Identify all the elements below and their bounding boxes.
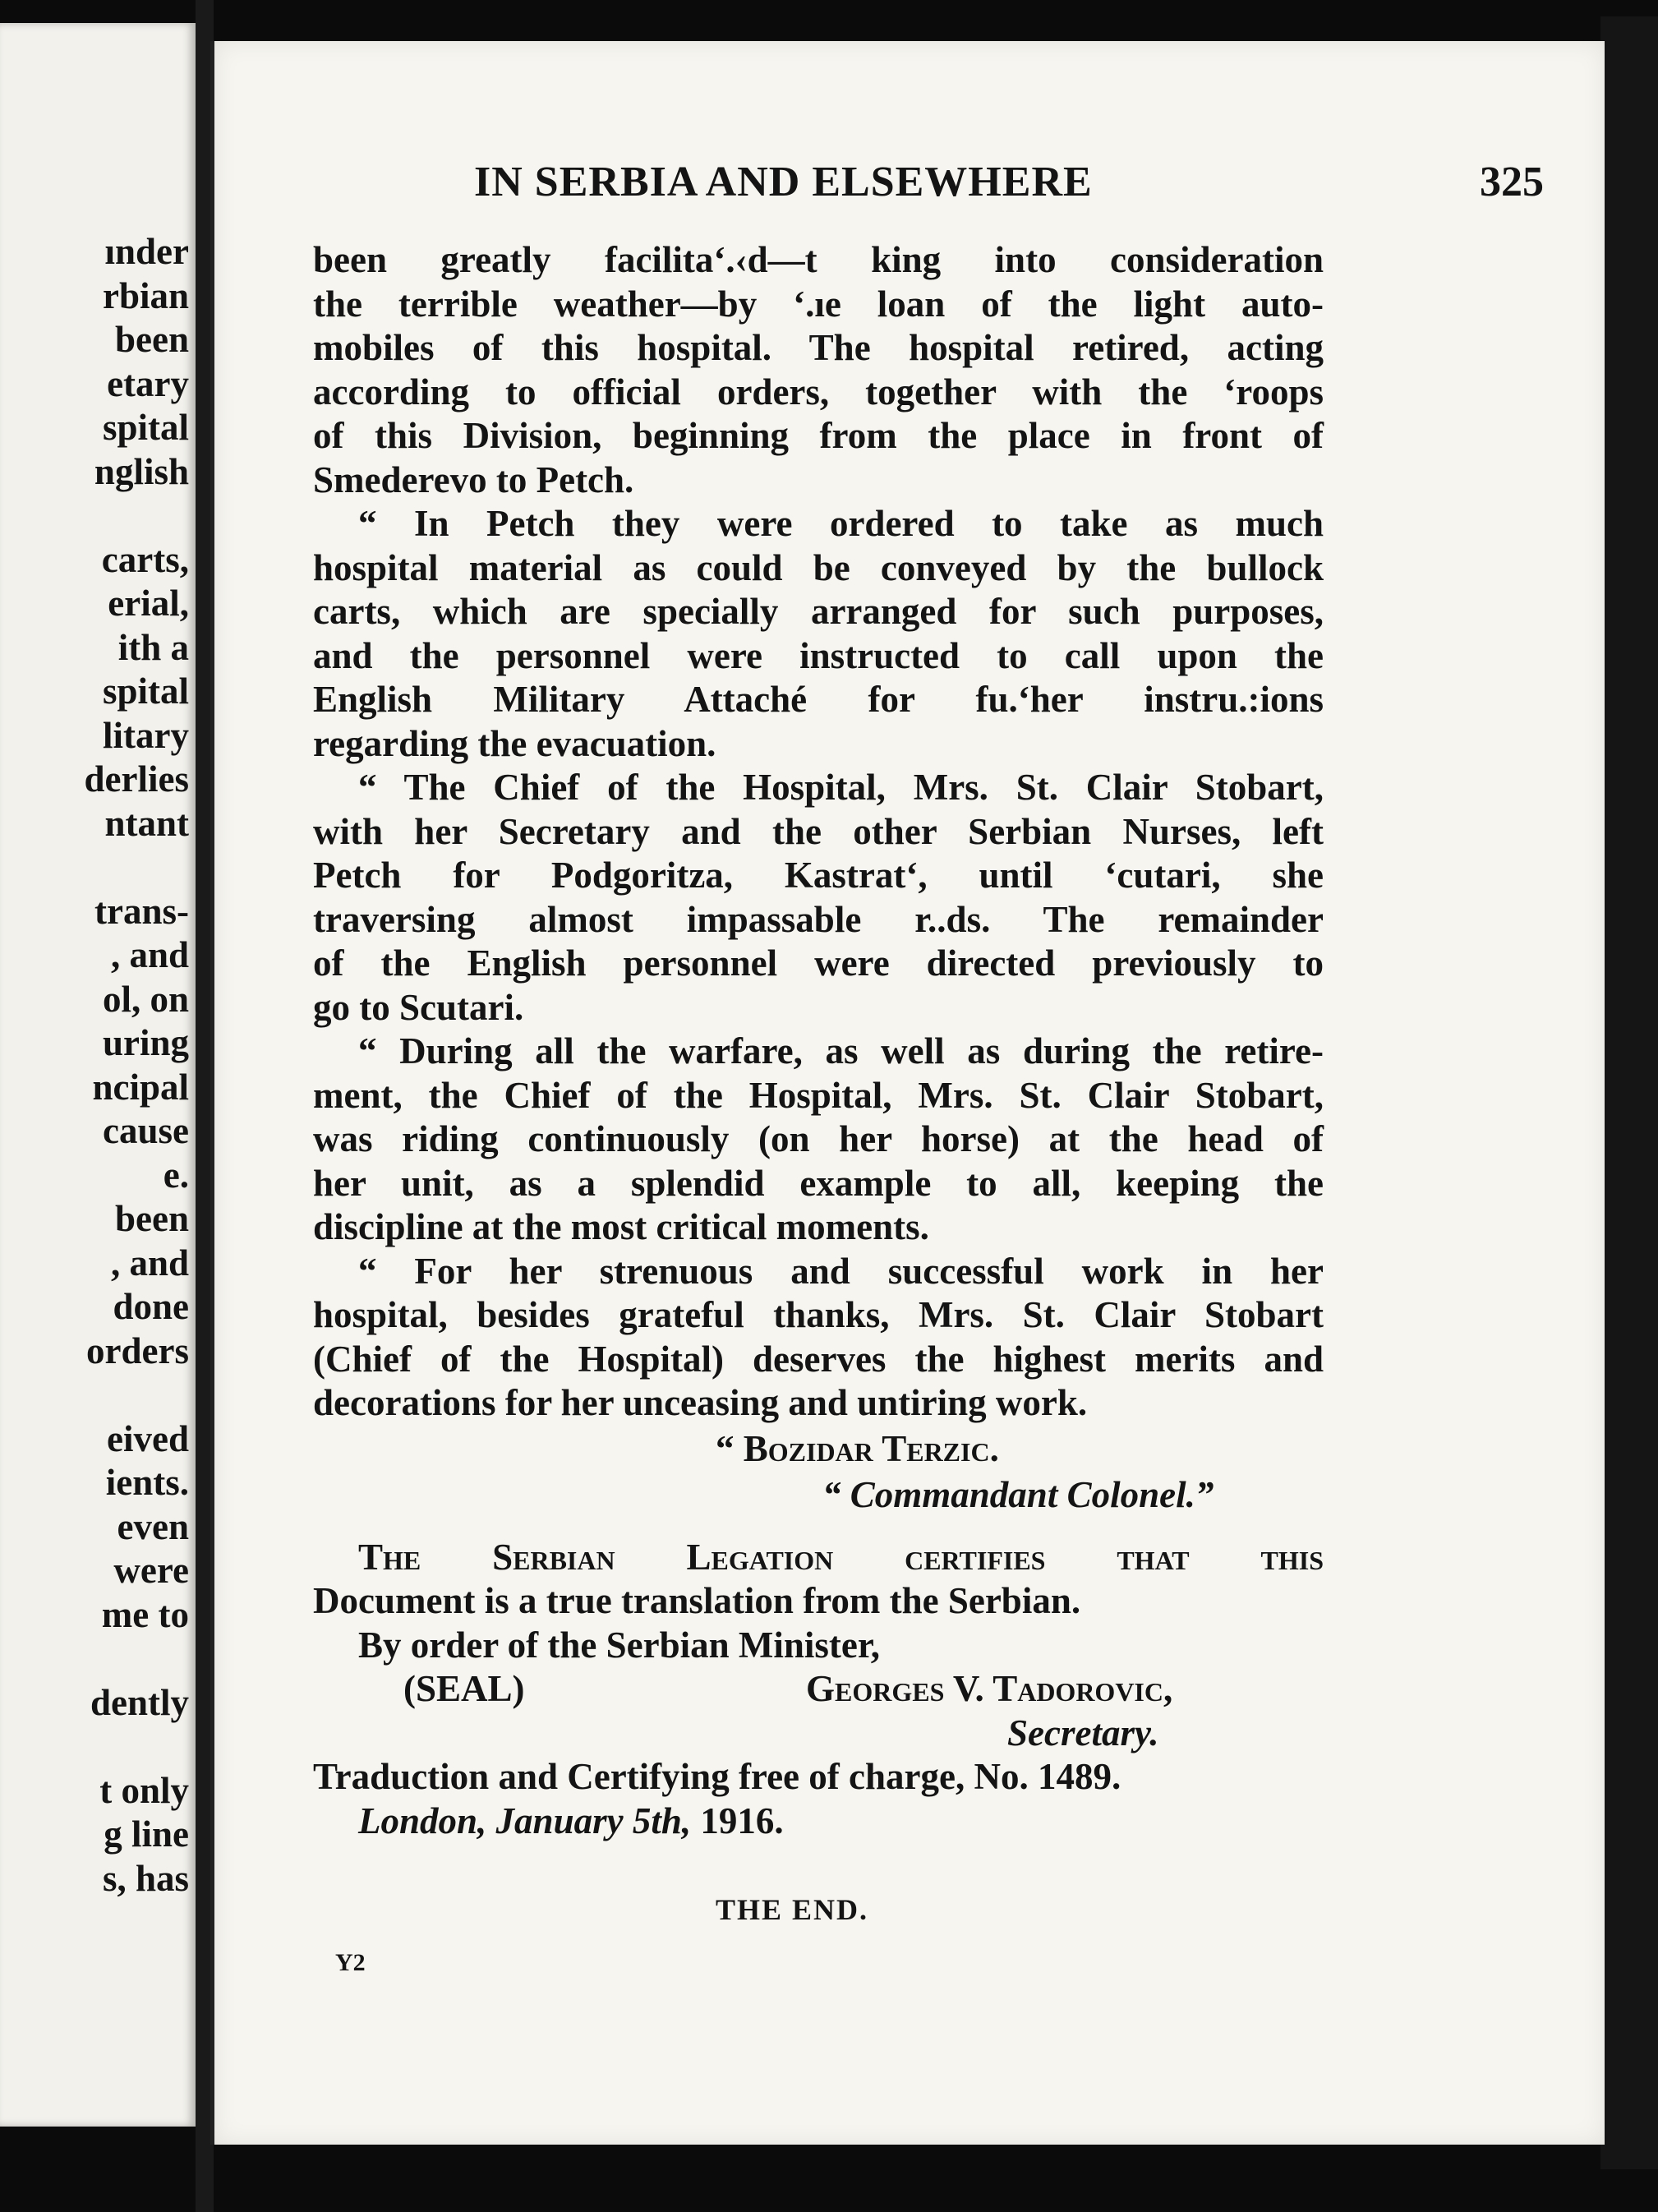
left-page-line: even [117, 1505, 189, 1547]
text-line: was riding continuously (on her horse) at the head of [313, 1118, 1324, 1159]
text-line: of this Division, beginning from the place in front of [313, 415, 1324, 456]
text-line: traversing almost impassable r..ds. The remainder [313, 898, 1324, 940]
certify-line: The Serbian Legation certifies that this [358, 1536, 1324, 1578]
text-line: go to Scutari. [313, 986, 524, 1028]
text-line: Smederevo to Petch. [313, 459, 634, 500]
left-page-line: cause [103, 1110, 189, 1151]
signature-title: “ Commandant Colonel.” [822, 1473, 1214, 1515]
left-page-line: ol, on [102, 978, 189, 1020]
left-page-line: ncipal [92, 1066, 189, 1108]
date-place: London, January 5th, [358, 1800, 692, 1841]
text-line: the terrible weather—by ‘.ıe loan of the light auto- [313, 283, 1324, 325]
left-page-line: nglish [94, 450, 189, 492]
left-page-line: done [113, 1286, 189, 1327]
left-page-line: uring [102, 1022, 189, 1063]
text-line: (Chief of the Hospital) deserves the highest merits and [313, 1338, 1324, 1380]
seal-line [313, 1667, 1324, 1712]
text-line: “ During all the warfare, as well as during the retire- [358, 1030, 1324, 1071]
previous-page [0, 23, 196, 2127]
text-line: been greatly facilita‘.‹d—t king into consideration [313, 239, 1324, 280]
left-page-line: orders [86, 1330, 189, 1371]
left-page-line: erial, [108, 583, 189, 624]
left-page-line: spital [102, 671, 189, 712]
left-page-line: derlies [84, 758, 189, 800]
left-page-line: ınder [104, 231, 189, 272]
signature-name: “ Bozidar Terzic. [716, 1427, 999, 1469]
left-page-line: t only [99, 1769, 189, 1811]
text-line: her unit, as a splendid example to all, keeping the [313, 1162, 1324, 1204]
the-end: THE END. [716, 1893, 869, 1926]
left-page-line: etary [107, 362, 189, 404]
seal-label: (SEAL) [403, 1668, 525, 1709]
left-page-line: g line [104, 1813, 189, 1855]
text-line: discipline at the most critical moments. [313, 1206, 929, 1247]
left-page-line: litary [103, 714, 189, 756]
left-page-line: been [115, 319, 189, 360]
secretary-title: Secretary. [1007, 1712, 1159, 1753]
page-body [313, 238, 1324, 1843]
text-line: “ The Chief of the Hospital, Mrs. St. Clair Stobart, [358, 767, 1324, 808]
book-page [210, 41, 1605, 2145]
signature-mark: Y2 [335, 1949, 366, 1976]
text-line: hospital material as could be conveyed by the bullock [313, 546, 1324, 588]
left-page-line: were [113, 1550, 189, 1591]
text-line: and the personnel were instructed to call upon the [313, 634, 1324, 676]
order-line: By order of the Serbian Minister, [358, 1624, 880, 1666]
text-line: Petch for Podgoritza, Kastrat‘, until ‘cutari, she [313, 855, 1324, 896]
left-page-line: ntant [104, 802, 189, 844]
date-line [313, 1800, 1324, 1844]
text-line: hospital, besides grateful thanks, Mrs. St. Clair Stobart [313, 1294, 1324, 1335]
left-page-line: been [115, 1198, 189, 1239]
running-head: IN SERBIA AND ELSEWHERE [474, 159, 1093, 205]
left-page-line: , and [110, 934, 189, 975]
secretary-name: Georges V. Tadorovic, [806, 1668, 1173, 1709]
traduction-line: Traduction and Certifying free of charge, No. 1489. [313, 1756, 1121, 1797]
left-page-line: spital [102, 407, 189, 448]
text-line: of the English personnel were directed previously to [313, 942, 1324, 984]
text-line: English Military Attaché for fu.‘her instru.:ions [313, 679, 1324, 720]
text-line: ment, the Chief of the Hospital, Mrs. St. Clair Stobart, [313, 1074, 1324, 1116]
date-year: 1916. [700, 1800, 784, 1841]
text-line: with her Secretary and the other Serbian Nurses, left [313, 810, 1324, 852]
left-page-line: rbian [102, 274, 189, 316]
text-line: “ In Petch they were ordered to take as much [358, 503, 1324, 544]
scan-edge [1600, 16, 1658, 2169]
left-page-line: , and [110, 1242, 189, 1283]
text-line: according to official orders, together with the ‘roops [313, 371, 1324, 412]
text-line: carts, which are specially arranged for such purposes, [313, 591, 1324, 632]
left-page-line: ith a [117, 626, 189, 668]
page-number: 325 [1480, 159, 1544, 205]
certify-line: Document is a true translation from the Serbian. [313, 1580, 1081, 1621]
left-page-line: carts, [101, 538, 189, 580]
left-page-line: dently [90, 1681, 189, 1723]
left-page-line: me to [101, 1593, 189, 1635]
left-page-line: eived [107, 1417, 189, 1459]
text-line: mobiles of this hospital. The hospital retired, acting [313, 327, 1324, 368]
left-page-line: e. [163, 1154, 189, 1196]
left-page-line: trans- [94, 890, 189, 932]
text-line: regarding the evacuation. [313, 722, 716, 764]
text-line: decorations for her unceasing and untiring work. [313, 1382, 1088, 1423]
text-line: “ For her strenuous and successful work in her [358, 1250, 1324, 1292]
left-page-line: ients. [105, 1462, 189, 1503]
left-page-line: s, has [102, 1857, 189, 1899]
